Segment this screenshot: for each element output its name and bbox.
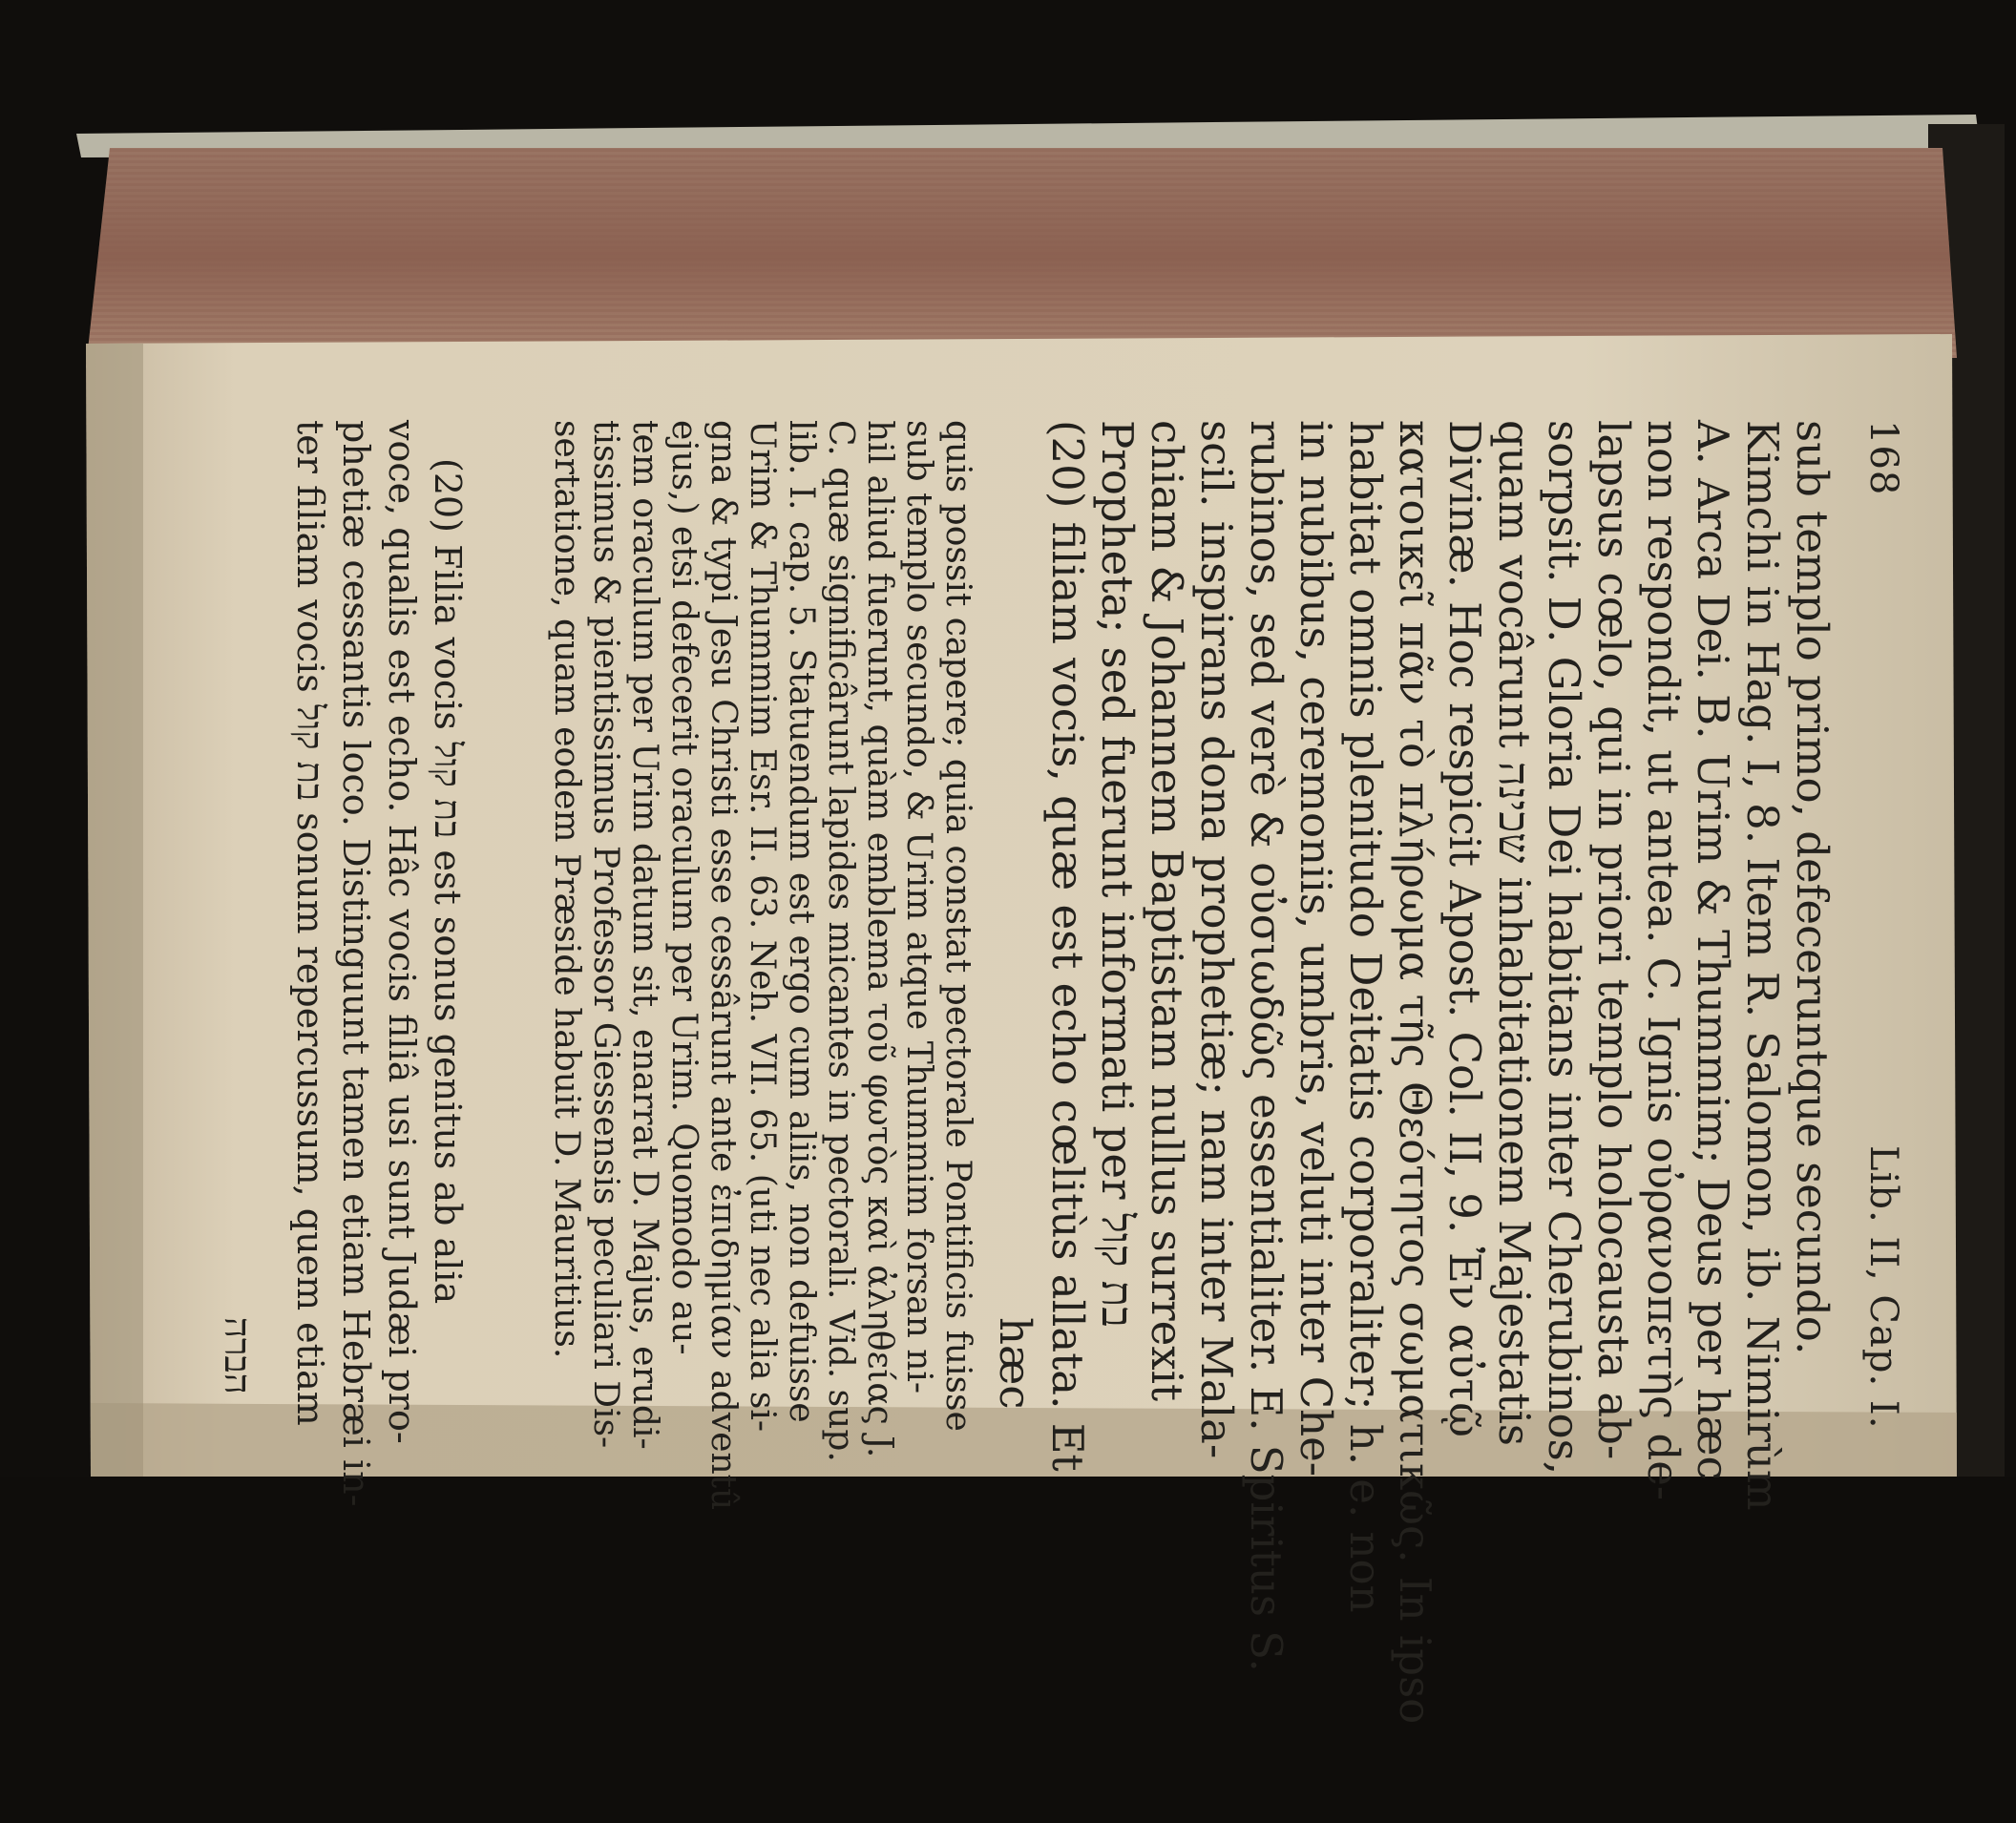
main-text-line: Propheta; sed fuerunt informati per בת קול (1092, 420, 1143, 1328)
catchword-bottom: הברה (217, 1317, 259, 1394)
footnote-line: hil aliud fuerunt, quàm emblema τοῦ φωτὸς καὶ ἀληθείας J. (860, 420, 899, 1458)
main-text-line: Kimchi in Hag. I, 8. Item R. Salomon, ib. Nimirùm (1737, 420, 1788, 1511)
main-text-line: (20) filiam vocis, quæ est echo cœlitùs allata. Et (1042, 420, 1093, 1472)
running-head: Lib. II, Cap. I. (1861, 1145, 1905, 1430)
footnote-line: quis possit capere; quia constat pectorale Pontificis fuisse (938, 420, 977, 1432)
footnote-line: tem oraculum per Urim datum sit, enarrat D. Majus, erudi- (625, 420, 664, 1450)
rotated-text-page (20, 363, 1943, 1823)
footnote-line: gna & typi Jesu Christi esse cessârunt ante ἐπιδημίαν adventû (704, 420, 743, 1511)
main-text-line: rubinos, sed verè & οὐσιωδῶς essentialiter. E. Spiritus S. (1241, 420, 1292, 1672)
page-edge-lines (86, 148, 1957, 367)
main-text-line: non respondit, ut antea. C. Ignis οὐρανοπετὴς de- (1638, 420, 1689, 1501)
footnote-line: ejus,) etsi defecerit oraculum per Urim. Quomodo au- (664, 420, 704, 1355)
footnote-line: sub templo secundo, & Urim atque Thummim forsan ni- (899, 420, 938, 1394)
main-text-line: Divinæ. Hoc respicit Apost. Col. II, 9. Ἐν αὐτῷ (1439, 420, 1490, 1437)
note-20-line: voce, qualis est echo. Hâc vocis filiâ usi sunt Judæi pro- (381, 420, 423, 1444)
note-20-line: ter filiam vocis בת קול sonum repercussum, quem etiam (289, 420, 331, 1426)
main-text-line: in nubibus, ceremoniis, umbris, veluti inter Che- (1291, 420, 1341, 1477)
main-text-line: sorpsit. D. Gloria Dei habitans inter Cherubinos, (1539, 420, 1589, 1476)
main-text-line: quam vocârunt שכינה inhabitationem Majestatis (1489, 420, 1540, 1447)
catchword-main: hæc (990, 1317, 1040, 1410)
main-text-line: κατοικεῖ πᾶν τὸ πλήρωμα τῆς Θεότητος σωματικῶς. In ipso (1390, 420, 1440, 1725)
main-text-line: habitat omnis plenitudo Deitatis corporaliter; h. e. non (1340, 420, 1391, 1613)
page-number: 168 (1861, 420, 1905, 496)
footnote-line: tissimus & pientissimus Professor Giessensis peculiari Dis- (586, 420, 625, 1449)
footnote-line: lib. I. cap. 5. Statuendum est ergo cum aliis, non defuisse (782, 420, 821, 1423)
main-text-line: A. Arca Dei. B. Urim & Thummim; Deus per hæc (1688, 420, 1738, 1480)
main-text-line: scil. inspirans dona prophetiæ; nam inter Mala- (1191, 420, 1242, 1459)
footnote-line: Urim & Thummim Esr. II. 63. Neh. VII. 65. (uti nec alia si- (743, 420, 782, 1432)
main-text-line: sub templo primo, defeceruntque secundo. (1787, 420, 1838, 1355)
footnote-line: C. quæ significârunt lapides micantes in pectorali. Vid. sup. (821, 420, 860, 1462)
footnote-line: sertatione, quam eodem Præside habuit D. Mauritius. (547, 420, 586, 1359)
main-text-line: chiam & Johannem Baptistam nullus surrexit (1142, 420, 1192, 1402)
main-text-line: lapsus cœlo, qui in priori templo holocausta ab- (1588, 420, 1639, 1460)
note-20-line: (20) Filia vocis בת קול est sonus genitus ab alia (427, 458, 469, 1305)
note-20-line: phetiæ cessantis loco. Distinguunt tamen etiam Hebræi in- (335, 420, 377, 1507)
